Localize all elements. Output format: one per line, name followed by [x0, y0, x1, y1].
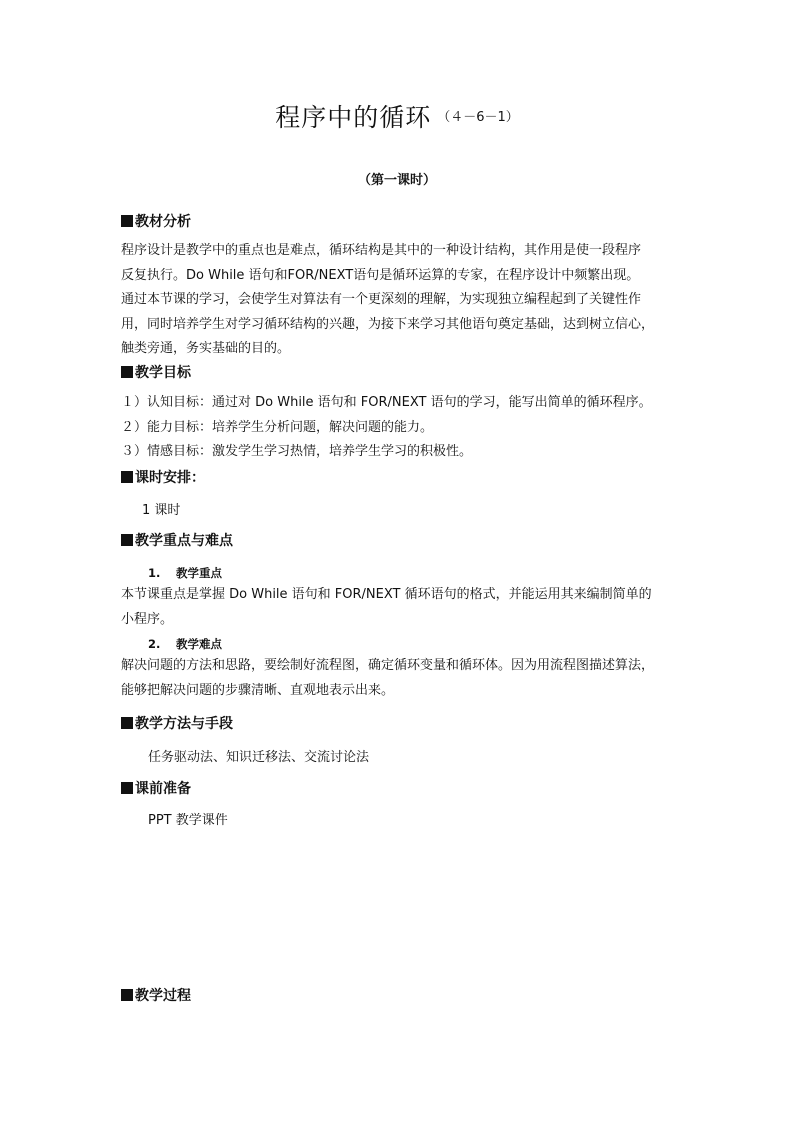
- heading-methods-label: 教学方法与手段: [135, 716, 233, 732]
- lesson-label: （第一课时）: [357, 173, 436, 188]
- goal-item: ２）能力目标：培养学生分析问题，解决问题的能力。: [121, 419, 434, 435]
- focus-paragraph: [121, 583, 681, 632]
- goal-item: １）认知目标：通过对 Do While 语句和 FOR/NEXT 语句的学习，能写出简单的循环程序。: [121, 395, 652, 410]
- paragraph-line: 能够把解决问题的步骤清晰、直观地表示出来。: [121, 682, 395, 698]
- subheading-difficulty: [148, 636, 222, 652]
- heading-textbook-label: 教材分析: [135, 214, 191, 230]
- difficulty-paragraph: [121, 654, 681, 703]
- paragraph-line: 触类旁通，务实基础的目的。: [121, 341, 291, 356]
- square-bullet-icon: [121, 534, 133, 546]
- subheading-focus: [148, 565, 222, 581]
- paragraph-line: 用，同时培养学生对学习循环结构的兴趣，为接下来学习其他语句奠定基础，达到树立信心，: [121, 316, 655, 332]
- page-title: 程序中的循环: [275, 103, 432, 132]
- title-row: [0, 98, 794, 134]
- schedule-text: 1 课时: [142, 503, 181, 518]
- paragraph-line: 本节课重点是掌握 Do While 语句和 FOR/NEXT 循环语句的格式，并能运用其来编制简单的: [121, 587, 652, 602]
- square-bullet-icon: [121, 717, 133, 729]
- heading-goals: [121, 362, 191, 382]
- paragraph-line: 小程序。: [121, 611, 174, 627]
- paragraph-line: 通过本节课的学习，会使学生对算法有一个更深刻的理解，为实现独立编程起到了关键性作: [121, 292, 642, 307]
- heading-goals-label: 教学目标: [135, 365, 191, 381]
- square-bullet-icon: [121, 215, 133, 227]
- textbook-paragraph: [121, 239, 681, 362]
- title-code: （４－6－1）: [437, 110, 519, 125]
- square-bullet-icon: [121, 782, 133, 794]
- subheading-number: 1.: [148, 566, 161, 580]
- heading-process-label: 教学过程: [135, 988, 191, 1004]
- subheading-label: 教学重点: [176, 566, 222, 580]
- paragraph-line: 反复执行。Do While 语句和FOR/NEXT语句是循环运算的专家，在程序设计中频繁出现。: [121, 267, 640, 283]
- goal-item: ３）情感目标：激发学生学习热情，培养学生学习的积极性。: [121, 444, 473, 459]
- square-bullet-icon: [121, 989, 133, 1001]
- methods-text: 任务驱动法、知识迁移法、交流讨论法: [148, 750, 370, 765]
- paragraph-line: 程序设计是教学中的重点也是难点，循环结构是其中的一种设计结构，其作用是使一段程序: [121, 243, 642, 258]
- heading-textbook: [121, 211, 191, 231]
- square-bullet-icon: [121, 366, 133, 378]
- heading-key-points: [121, 530, 233, 550]
- goals-list: [121, 391, 652, 465]
- subheading-number: 2.: [148, 637, 161, 651]
- prep-text: PPT 教学课件: [148, 813, 228, 828]
- heading-key-points-label: 教学重点与难点: [135, 533, 233, 549]
- heading-process: [121, 985, 191, 1005]
- paragraph-line: 解决问题的方法和思路，要绘制好流程图，确定循环变量和循环体。因为用流程图描述算法，: [121, 658, 655, 673]
- heading-schedule: [121, 467, 205, 487]
- heading-prep-label: 课前准备: [135, 781, 191, 797]
- heading-prep: [121, 778, 191, 798]
- heading-schedule-label: 课时安排：: [135, 470, 205, 486]
- square-bullet-icon: [121, 471, 133, 483]
- subheading-label: 教学难点: [176, 637, 222, 651]
- heading-methods: [121, 713, 233, 733]
